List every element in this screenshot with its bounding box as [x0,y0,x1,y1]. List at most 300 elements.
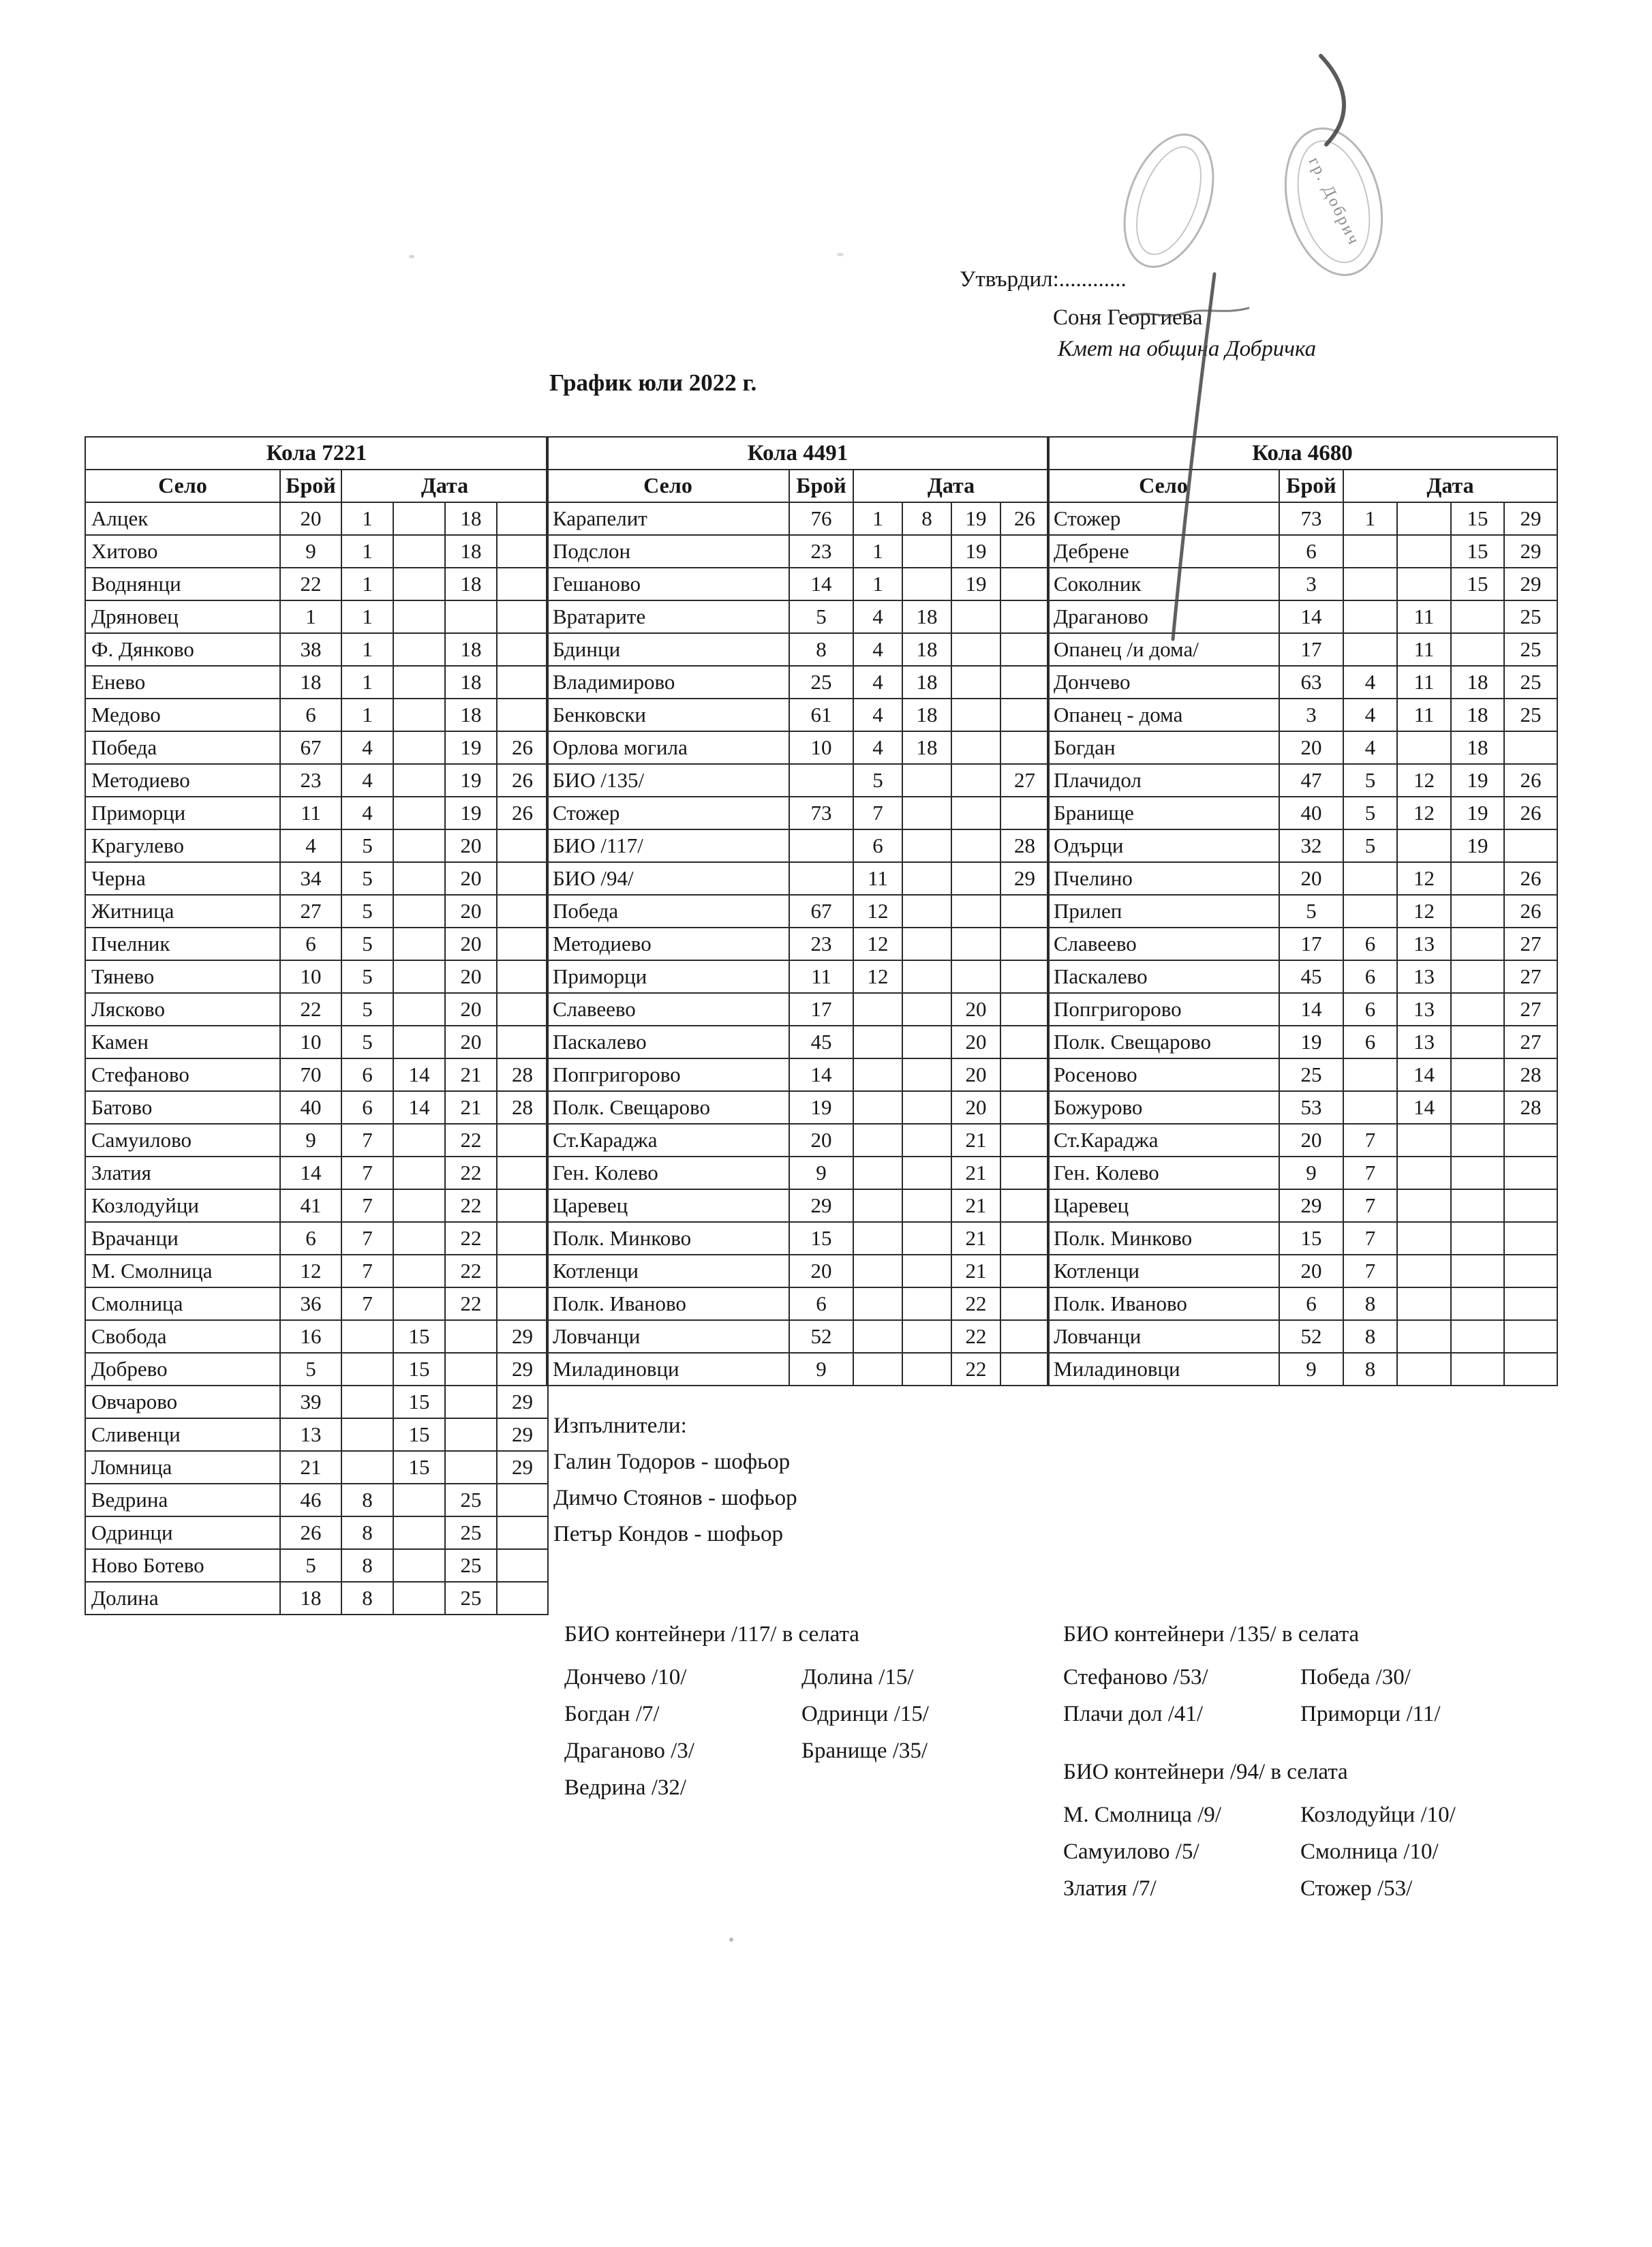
date-cell-2 [902,993,951,1026]
table-row [85,535,548,568]
date-cell-1: 7 [1343,1222,1397,1255]
date-cell-3 [1451,1320,1504,1353]
date-cell-1: 1 [1343,502,1397,535]
village-cell: Ген. Колево [1047,1157,1279,1189]
date-cell-3 [1451,1026,1504,1058]
date-cell-1: 12 [853,895,902,928]
date-cell-1: 5 [341,993,393,1026]
village-cell: Дебрене [1047,535,1279,568]
table-row [547,568,1049,600]
date-cell-1: 1 [341,633,393,666]
date-cell-4 [1000,1353,1049,1386]
date-cell-2 [902,1353,951,1386]
date-cell-3: 25 [445,1549,497,1582]
date-cell-1: 7 [341,1189,393,1222]
village-cell: Житница [85,895,280,928]
date-cell-3 [1451,1222,1504,1255]
table-row [85,633,548,666]
date-cell-3 [1451,1157,1504,1189]
date-cell-1 [853,1353,902,1386]
bio-item: Богдан /7/ [564,1702,660,1726]
date-cell-3: 20 [951,1058,1000,1091]
date-cell-3 [951,600,1000,633]
date-cell-2: 11 [1397,666,1451,699]
date-cell-2 [393,1124,445,1157]
date-cell-3: 18 [445,502,497,535]
village-cell: Победа [547,895,789,928]
date-cell-3: 19 [1451,797,1504,829]
date-cell-1: 7 [1343,1189,1397,1222]
date-cell-1 [1343,862,1397,895]
table-row [1047,1222,1557,1255]
date-cell-4 [1000,1287,1049,1320]
col-header-count: Брой [280,470,341,502]
date-cell-4 [1000,1026,1049,1058]
date-cell-2 [393,829,445,862]
count-cell: 9 [280,535,341,568]
date-cell-3: 19 [951,502,1000,535]
date-cell-4 [1000,1320,1049,1353]
date-cell-2 [902,928,951,960]
date-cell-2 [902,1255,951,1287]
date-cell-2 [393,1582,445,1615]
date-cell-1: 8 [341,1582,393,1615]
date-cell-3: 19 [951,568,1000,600]
count-cell: 25 [789,666,853,699]
count-cell: 15 [789,1222,853,1255]
schedule-table-kola-4680 [1047,436,1558,1386]
bio-item: Смолница /10/ [1300,1839,1439,1864]
count-cell: 70 [280,1058,341,1091]
date-cell-4 [1000,895,1049,928]
date-cell-4 [1504,1255,1557,1287]
date-cell-3 [951,960,1000,993]
bio-note-row [1063,1833,1456,1870]
date-cell-2 [393,1484,445,1516]
date-cell-2: 13 [1397,993,1451,1026]
date-cell-2 [902,797,951,829]
bio-note-94-heading: БИО контейнери /94/ в селата [1063,1760,1348,1784]
date-cell-2 [1397,1124,1451,1157]
date-cell-2: 8 [902,502,951,535]
table-row [85,1058,548,1091]
date-cell-4 [497,568,548,600]
date-cell-3: 15 [1451,535,1504,568]
count-cell: 32 [1279,829,1343,862]
bio-note-row [564,1769,929,1806]
date-cell-4: 28 [497,1058,548,1091]
village-cell: Полк. Минково [547,1222,789,1255]
date-cell-2 [393,928,445,960]
village-cell: Полк. Свещарово [547,1091,789,1124]
count-cell: 40 [280,1091,341,1124]
village-cell: Славеево [1047,928,1279,960]
date-cell-4 [497,1582,548,1615]
date-cell-2 [1397,1255,1451,1287]
count-cell: 3 [1279,699,1343,731]
count-cell: 9 [1279,1157,1343,1189]
date-cell-2 [1397,731,1451,764]
executor-name: Димчо Стоянов - шофьор [553,1486,797,1510]
date-cell-4: 28 [1504,1058,1557,1091]
date-cell-2 [902,1222,951,1255]
date-cell-3 [951,862,1000,895]
village-cell: Методиево [85,764,280,797]
date-cell-1: 5 [1343,829,1397,862]
table-row [85,1516,548,1549]
village-cell: Крагулево [85,829,280,862]
date-cell-4: 26 [1504,862,1557,895]
date-cell-2 [393,1222,445,1255]
table-row [547,502,1049,535]
count-cell: 47 [1279,764,1343,797]
table-row [547,862,1049,895]
date-cell-2 [393,502,445,535]
bio-note-135-rows [1063,1659,1441,1732]
date-cell-3: 18 [445,568,497,600]
date-cell-1: 6 [341,1058,393,1091]
date-cell-4: 29 [1000,862,1049,895]
village-cell: Добрево [85,1353,280,1386]
date-cell-4 [1000,797,1049,829]
table-row [547,1189,1049,1222]
count-cell: 6 [280,1222,341,1255]
village-cell: Приморци [85,797,280,829]
table-row [85,993,548,1026]
village-cell: Тянево [85,960,280,993]
date-cell-3: 25 [445,1484,497,1516]
table-row [547,600,1049,633]
date-cell-3: 22 [951,1353,1000,1386]
date-cell-4: 27 [1504,1026,1557,1058]
count-cell: 39 [280,1386,341,1418]
count-cell: 21 [280,1451,341,1484]
date-cell-4 [497,502,548,535]
date-cell-4: 25 [1504,600,1557,633]
bio-note-94-rows [1063,1797,1456,1907]
date-cell-4: 26 [1504,797,1557,829]
date-cell-3: 19 [1451,829,1504,862]
approver-name: Соня Георгиева [1053,305,1203,330]
date-cell-2 [902,895,951,928]
date-cell-1 [853,1157,902,1189]
bio-item: Приморци /11/ [1300,1702,1441,1726]
count-cell: 63 [1279,666,1343,699]
village-cell: Воднянци [85,568,280,600]
date-cell-2 [1397,1157,1451,1189]
village-cell: Приморци [547,960,789,993]
date-cell-2 [393,1255,445,1287]
date-cell-3: 22 [445,1124,497,1157]
date-cell-2 [393,535,445,568]
date-cell-4: 25 [1504,633,1557,666]
count-cell: 9 [789,1157,853,1189]
date-cell-1: 1 [341,666,393,699]
bio-item: Златия /7/ [1063,1876,1157,1901]
date-cell-2: 18 [902,666,951,699]
count-cell: 73 [1279,502,1343,535]
bio-item: Стожер /53/ [1300,1876,1413,1901]
date-cell-1 [341,1386,393,1418]
count-cell: 18 [280,666,341,699]
date-cell-4 [497,666,548,699]
table-row [1047,699,1557,731]
count-cell: 6 [1279,1287,1343,1320]
bio-item: Бранище /35/ [801,1739,928,1763]
village-cell: Опанец - дома [1047,699,1279,731]
village-cell: Пчелник [85,928,280,960]
date-cell-2 [393,1026,445,1058]
date-cell-4 [1504,1157,1557,1189]
date-cell-1: 8 [341,1484,393,1516]
table-row [85,895,548,928]
date-cell-1: 8 [341,1549,393,1582]
date-cell-2 [902,960,951,993]
table-row [547,731,1049,764]
table-row [85,1386,548,1418]
date-cell-3 [1451,633,1504,666]
date-cell-3: 21 [951,1255,1000,1287]
village-cell: Ловчанци [547,1320,789,1353]
bio-note-row [1063,1659,1441,1696]
date-cell-4 [1000,600,1049,633]
count-cell [789,862,853,895]
date-cell-4: 29 [497,1451,548,1484]
date-cell-2: 14 [393,1091,445,1124]
count-cell: 76 [789,502,853,535]
date-cell-2: 12 [1397,764,1451,797]
date-cell-1: 6 [1343,1026,1397,1058]
date-cell-4 [497,1026,548,1058]
date-cell-3: 20 [445,895,497,928]
table-row [1047,1353,1557,1386]
date-cell-4 [497,1157,548,1189]
date-cell-2: 15 [393,1353,445,1386]
village-cell: Соколник [1047,568,1279,600]
date-cell-2 [1397,1320,1451,1353]
date-cell-2 [902,1026,951,1058]
date-cell-2 [1397,829,1451,862]
bio-note-row [1063,1797,1456,1833]
table-row [547,666,1049,699]
village-cell: Ново Ботево [85,1549,280,1582]
date-cell-4 [497,1222,548,1255]
village-cell: Попгригорово [1047,993,1279,1026]
date-cell-2 [393,1287,445,1320]
village-cell: Гешаново [547,568,789,600]
date-cell-1: 7 [341,1222,393,1255]
date-cell-2 [1397,1287,1451,1320]
count-cell: 26 [280,1516,341,1549]
date-cell-1: 4 [1343,699,1397,731]
table-row [85,666,548,699]
count-cell: 20 [789,1124,853,1157]
date-cell-2: 14 [1397,1058,1451,1091]
bio-note-135 [1063,1621,1441,1732]
table-row [1047,1255,1557,1287]
count-cell: 36 [280,1287,341,1320]
village-cell: Вратарите [547,600,789,633]
date-cell-4 [1000,960,1049,993]
date-cell-1: 5 [341,895,393,928]
village-cell: Одърци [1047,829,1279,862]
village-cell: Полк. Иваново [1047,1287,1279,1320]
date-cell-2 [393,797,445,829]
date-cell-2 [902,1124,951,1157]
date-cell-1 [853,1026,902,1058]
bio-item: Стефаново /53/ [1063,1665,1208,1690]
date-cell-3: 18 [445,535,497,568]
count-cell: 14 [789,568,853,600]
date-cell-1 [853,1222,902,1255]
bio-item: Долина /15/ [801,1665,914,1690]
date-cell-4 [497,993,548,1026]
date-cell-3: 25 [445,1516,497,1549]
date-cell-3: 22 [951,1287,1000,1320]
count-cell: 52 [789,1320,853,1353]
date-cell-3: 21 [445,1091,497,1124]
table-row [1047,895,1557,928]
table-row [547,1255,1049,1287]
count-cell: 45 [789,1026,853,1058]
date-cell-3 [1451,1058,1504,1091]
table-row [85,1124,548,1157]
date-cell-1 [1343,1091,1397,1124]
date-cell-4 [497,862,548,895]
village-cell: Свобода [85,1320,280,1353]
date-cell-1: 7 [1343,1124,1397,1157]
count-cell: 13 [280,1418,341,1451]
count-cell: 11 [789,960,853,993]
date-cell-1 [1343,895,1397,928]
count-cell: 73 [789,797,853,829]
table-row [1047,928,1557,960]
date-cell-4 [1504,1124,1557,1157]
village-cell: Лясково [85,993,280,1026]
table-row [547,1222,1049,1255]
scan-speck [729,1938,733,1942]
village-cell: Миладиновци [547,1353,789,1386]
table-row [547,1157,1049,1189]
count-cell: 9 [280,1124,341,1157]
village-cell: Паскалево [1047,960,1279,993]
table-row [547,764,1049,797]
col-header-date: Дата [853,470,1049,502]
table-row [1047,829,1557,862]
date-cell-2 [393,600,445,633]
village-cell: Алцек [85,502,280,535]
table-row [85,1582,548,1615]
date-cell-1: 4 [853,666,902,699]
date-cell-4: 28 [1504,1091,1557,1124]
date-cell-4 [497,633,548,666]
date-cell-2 [393,1189,445,1222]
stamp-seal-left-inner [1123,138,1214,264]
date-cell-2 [393,1157,445,1189]
table-row [1047,600,1557,633]
date-cell-1: 1 [341,699,393,731]
date-cell-4 [497,1516,548,1549]
count-cell: 5 [1279,895,1343,928]
executor-name: Галин Тодоров - шофьор [553,1450,791,1474]
count-cell: 19 [789,1091,853,1124]
date-cell-1: 7 [341,1157,393,1189]
date-cell-2 [1397,1353,1451,1386]
village-cell: Полк. Свещарово [1047,1026,1279,1058]
date-cell-3: 22 [445,1255,497,1287]
count-cell: 61 [789,699,853,731]
date-cell-3: 19 [1451,764,1504,797]
count-cell [789,764,853,797]
date-cell-2: 15 [393,1320,445,1353]
bio-item: Победа /30/ [1300,1665,1411,1690]
date-cell-2: 11 [1397,633,1451,666]
count-cell: 23 [789,928,853,960]
table-row [547,797,1049,829]
count-cell: 53 [1279,1091,1343,1124]
table-row [1047,1124,1557,1157]
scan-speck [837,253,844,256]
date-cell-3: 21 [445,1058,497,1091]
table-row [1047,666,1557,699]
count-cell: 29 [789,1189,853,1222]
date-cell-2: 12 [1397,797,1451,829]
village-cell: Пчелино [1047,862,1279,895]
date-cell-2 [902,1320,951,1353]
village-cell: Полк. Минково [1047,1222,1279,1255]
count-cell: 4 [280,829,341,862]
table-row [547,1091,1049,1124]
village-cell: Дряновец [85,600,280,633]
date-cell-3 [445,1386,497,1418]
village-cell: Камен [85,1026,280,1058]
col-header-village: Село [547,470,789,502]
village-cell: Ведрина [85,1484,280,1516]
date-cell-1: 5 [341,960,393,993]
date-cell-3 [1451,895,1504,928]
date-cell-4: 29 [1504,568,1557,600]
count-cell: 46 [280,1484,341,1516]
count-cell: 14 [1279,600,1343,633]
village-cell: Ст.Караджа [547,1124,789,1157]
table-row [85,764,548,797]
date-cell-1 [853,1287,902,1320]
scan-speck [409,255,414,258]
count-cell: 9 [1279,1353,1343,1386]
count-cell: 9 [789,1353,853,1386]
table-row [1047,764,1557,797]
table-row [547,993,1049,1026]
date-cell-1: 4 [341,764,393,797]
date-cell-3 [1451,1255,1504,1287]
executors-block [553,1408,797,1553]
table-row [1047,862,1557,895]
date-cell-4 [1504,1222,1557,1255]
date-cell-4 [497,1287,548,1320]
date-cell-1: 1 [853,568,902,600]
date-cell-1: 8 [341,1516,393,1549]
date-cell-3 [951,633,1000,666]
count-cell: 20 [1279,731,1343,764]
count-cell: 20 [1279,1124,1343,1157]
schedule-table-kola-7221 [85,436,549,1615]
stamp-city-text: гр. Добрич [1304,154,1364,249]
table-row [85,1026,548,1058]
table-row [547,1287,1049,1320]
col-header-date: Дата [1343,470,1557,502]
date-cell-4: 27 [1504,928,1557,960]
table-row [85,1353,548,1386]
